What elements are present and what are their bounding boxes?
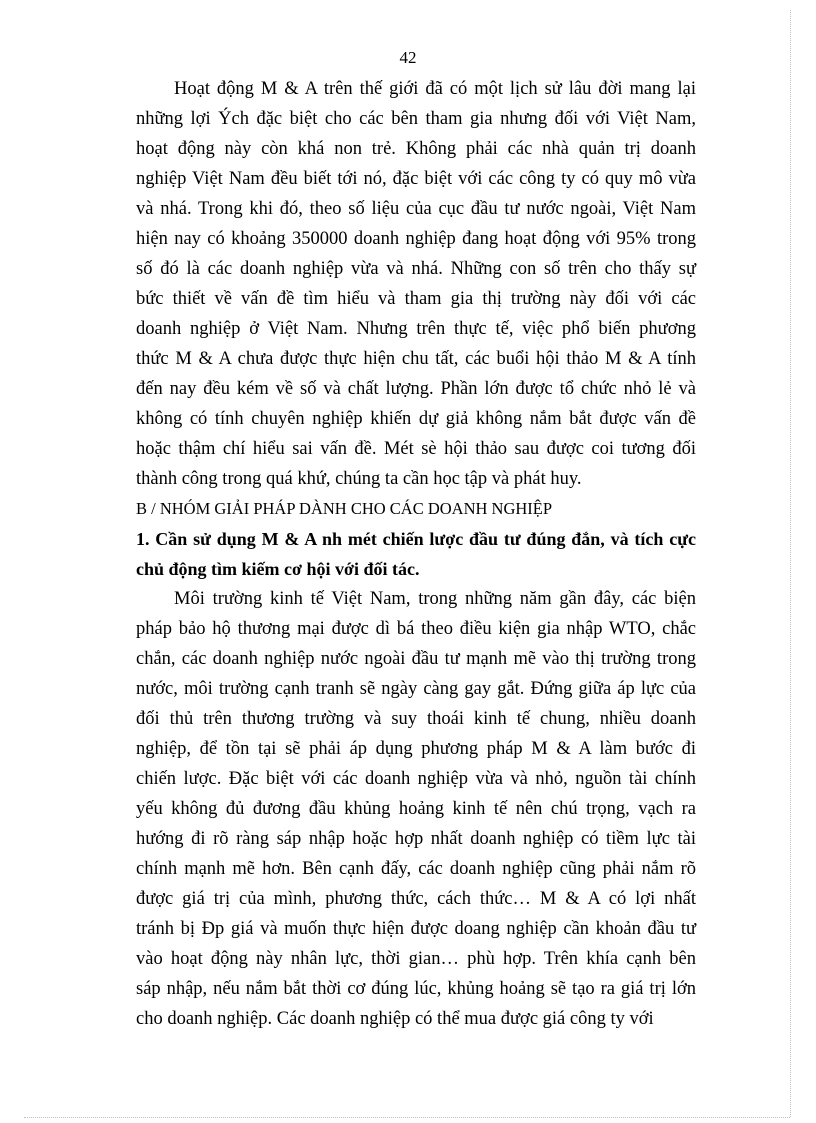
text-line: số đó là các doanh nghiệp vừa và nhá. Những con số trên cho thấy sự [136,259,696,279]
text-line: Môi trường kinh tế Việt Nam, trong những năm gần đây, các biện [174,589,696,609]
text-line: nước, môi trường cạnh tranh sẽ ngày càng gay gắt. Đứng giữa áp lực của [136,679,696,699]
text-line: vào hoạt động này nhân lực, thời gian… phù hợp. Trên khía cạnh bên [136,949,696,969]
text-line: cho doanh nghiệp. Các doanh nghiệp có thể mua được giá công ty với [136,1009,654,1029]
text-line: được giá trị của mình, phương thức, cách thức… M & A có lợi nhất [136,889,696,909]
paragraph-body [136,584,696,1034]
text-line: hoạt động này còn khá non trẻ. Không phải các nhà quản trị doanh [136,139,696,159]
text-line: đối thủ trên thương trường và suy thoái kinh tế chung, nhiều doanh [136,709,696,729]
page-number: 42 [399,48,417,67]
text-line: đến nay đều kém về số và chất lượng. Phần lớn được tổ chức nhỏ lẻ và [136,379,696,399]
text-line: bức thiết về vấn đề tìm hiểu và tham gia thị trường này đối với các [136,289,696,309]
text-line: và nhá. Trong khi đó, theo số liệu của cục đầu tư nước ngoài, Việt Nam [136,199,696,219]
text-line: không có tính chuyên nghiệp khiến dự giả không nắm bắt được vấn đề [136,409,696,429]
text-line: thức M & A chưa được thực hiện chu tất, các buổi hội thảo M & A tính [136,349,696,369]
text-line: nghiệp Việt Nam đều biết tới nó, đặc biệt với các công ty có quy mô vừa [136,169,696,189]
text-line: hiện nay có khoảng 350000 doanh nghiệp đang hoạt động với 95% trong [136,229,696,249]
text-line: doanh nghiệp ở Việt Nam. Nhưng trên thực tế, việc phổ biến phương [136,319,696,339]
section-heading: B / NHÓM GIẢI PHÁP DÀNH CHO CÁC DOANH NGHIỆP [136,499,553,518]
document-body [136,74,696,1034]
subsection-heading [136,524,696,584]
heading-line: 1. Cần sử dụng M & A nh mét chiến lược đầu tư đúng đắn, và tích cực [136,529,696,549]
page-right-border [790,10,791,1117]
text-line: thành công trong quá khứ, chúng ta cần học tập và phát huy. [136,469,582,489]
text-line: yếu không đủ đương đầu khủng hoảng kinh tế nên chú trọng, vạch ra [136,799,696,819]
text-line: những lợi Ých đặc biệt cho các bên tham gia nhưng đối với Việt Nam, [136,109,696,129]
text-line: pháp bảo hộ thương mại được dì bá theo điều kiện gia nhập WTO, chắc [136,619,696,639]
text-line: hướng đi rõ ràng sáp nhập hoặc hợp nhất doanh nghiệp có tiềm lực tài [136,829,696,849]
text-line: Hoạt động M & A trên thế giới đã có một lịch sử lâu đời mang lại [174,79,696,99]
text-line: chắn, các doanh nghiệp nước ngoài đầu tư mạnh mẽ vào thị trường trong [136,649,696,669]
text-line: hoặc thậm chí hiểu sai vấn đề. Mét sè hội thảo sau được coi tương đối [136,439,696,459]
text-line: sáp nhập, nếu nắm bắt thời cơ đúng lúc, khủng hoảng sẽ tạo ra giá trị lớn [136,979,696,999]
heading-line: chủ động tìm kiếm cơ hội với đối tác. [136,559,420,579]
text-line: chính mạnh mẽ hơn. Bên cạnh đấy, các doanh nghiệp cũng phải nắm rõ [136,859,696,879]
text-line: nghiệp, để tồn tại sẽ phải áp dụng phương pháp M & A làm bước đi [136,739,696,759]
text-line: tránh bị Đp giá và muốn thực hiện được doang nghiệp cần khoản đầu tư [136,919,696,939]
page-bottom-border [24,1117,790,1118]
paragraph-intro [136,74,696,494]
text-line: chiến lược. Đặc biệt với các doanh nghiệp vừa và nhỏ, nguồn tài chính [136,769,696,789]
